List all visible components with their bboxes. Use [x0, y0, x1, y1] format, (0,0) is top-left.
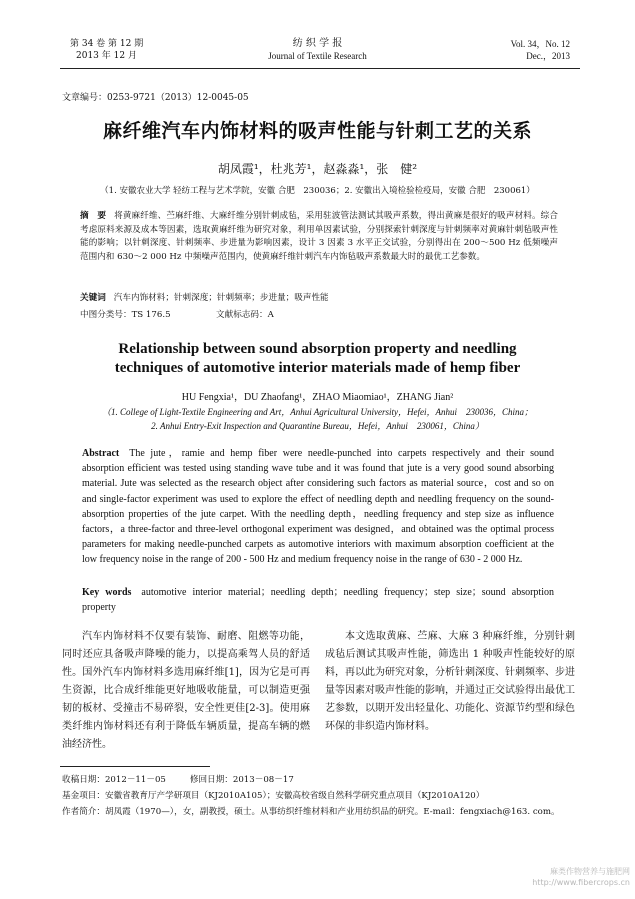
volume-issue: 第 34 卷 第 12 期	[70, 39, 144, 49]
authors-cn: 胡凤霞¹，杜兆芳¹，赵淼淼¹，张 健²	[217, 162, 418, 176]
journal-title-block	[230, 38, 405, 62]
abstract-cn-text: 将黄麻纤维、苎麻纤维、大麻纤维分别针刺成毡，采用驻波管法测试其吸声系数，得出黄麻是很好的吸声材料。综合考虑原料来源及成本等因素，选取黄麻纤维为研究对象，利用单因素试验，分别探索针刺深度与针刺频率对黄麻针刺毡吸声性能的影响；以针刺深度、针刺频率、步进量为影响因素，设计 3 因素 3 水平正交试验，分别得出在 200～500 Hz 低频噪声范围内和 630～2 000 Hz 中频噪声范围内，使黄麻纤维针刺汽车内饰毡吸声系数最大时的最优工艺参数。	[80, 211, 558, 262]
affiliation-en-line1: （1. College of Light-Textile Engineering and Art，Anhui Agricultural University，Hefei，Anhui 230036，China；	[101, 407, 534, 417]
keywords-en	[82, 585, 554, 615]
doc-code-label: 文献标志码：	[216, 310, 268, 320]
keywords-cn-text: 汽车内饰材料；针刺深度；针刺频率；步进量；吸声性能	[113, 293, 329, 303]
abstract-cn	[80, 210, 558, 264]
clc-label: 中图分类号：	[80, 310, 132, 320]
classification	[80, 308, 558, 320]
revised-date: 修回日期：2013－08－17	[189, 775, 294, 785]
body-column-left: 汽车内饰材料不仅要有装饰、耐磨、阻燃等功能，同时还应具备吸声降噪的能力，以提高乘驾人员的舒适性。国外汽车内饰材料多选用麻纤维[1]，因为它是可再生资源，比合成纤维能更好地吸收能量，可以制造更强韧的板材、受撞击不易碎裂，安全性更佳[2-3]。使用麻类纤维内饰材料还有利于降低车辆质量，提高车辆的燃油经济性。	[62, 631, 310, 750]
article-number: 文章编号：0253-9721（2013）12-0045-05	[62, 93, 249, 103]
clc-value: TS 176.5	[131, 310, 171, 320]
watermark-line1: 麻类作物营养与施肥网	[550, 867, 630, 876]
footnote-dates	[62, 772, 582, 788]
issue-date-cn: 2013 年 12 月	[76, 51, 137, 61]
title-cn: 麻纤维汽车内饰材料的吸声性能与针刺工艺的关系	[102, 120, 532, 142]
keywords-en-label: Key words	[82, 587, 132, 598]
body-column-right: 本文选取黄麻、苎麻、大麻 3 种麻纤维，分别针刺成毡后测试其吸声性能，筛选出 1 种吸声性能较好的原料，再以此为研究对象，分析针刺深度、针刺频率、步进量等因素对吸声性能的影响，并通过正交试验得出最优工艺参数，以期开发出轻量化、功能化、资源节约型和绿色环保的非织造内饰材料。	[325, 631, 575, 732]
footnote-rule	[60, 766, 210, 767]
footnotes	[62, 772, 582, 820]
affiliation-en	[40, 405, 595, 433]
journal-name-cn: 纺 织 学 报	[292, 38, 343, 49]
issue-date-en: Dec.，2013	[526, 51, 570, 61]
vol-no-en: Vol. 34，No. 12	[510, 39, 570, 49]
affiliation-en-line2: 2. Anhui Entry-Exit Inspection and Quarantine Bureau，Hefei，Anhui 230061，China）	[151, 421, 484, 431]
keywords-en-text: automotive interior material；needling depth；needling frequency；step size；sound absorption property	[82, 587, 554, 614]
abstract-en-label: Abstract	[82, 448, 120, 459]
site-watermark	[495, 866, 630, 888]
header-rule	[60, 68, 580, 69]
watermark-line2: http://www.fibercrops.cn	[532, 878, 630, 887]
abstract-cn-label: 摘 要	[80, 211, 107, 221]
abstract-en	[82, 446, 554, 568]
affiliation-cn: （1. 安徽农业大学 轻纺工程与艺术学院，安徽 合肥 230036；2. 安徽出入境检验检疫局，安徽 合肥 230061）	[100, 186, 535, 196]
keywords-cn-label: 关键词	[80, 293, 106, 303]
footnote-author: 作者简介：胡凤霞（1970—），女，副教授，硕士。从事纺织纤维材料和产业用纺织品的研究。E-mail：fengxiach@163. com。	[62, 807, 560, 817]
title-en: Relationship between sound absorption property and needling techniques of automotive interior materials made of hemp fiber	[114, 341, 521, 376]
doc-code-value: A	[267, 310, 274, 320]
journal-vol-en	[470, 38, 570, 62]
footnote-fund: 基金项目：安徽省教育厅产学研项目（KJ2010A105）；安徽高校省级自然科学研究重点项目（KJ2010A120）	[62, 791, 485, 801]
received-date: 收稿日期：2012－11－05	[62, 775, 166, 785]
journal-name-en: Journal of Textile Research	[268, 51, 367, 61]
abstract-en-text: The jute，ramie and hemp fiber were needle-punched into carpets respectively and their sound absorption efficient was tested using standing wave tube and it was found that jute is a very good sound absorbing material. Jute was selected as the research object after considering such factors as material source，cost and so on and single-factor experiment was used to explore the effect of needling depth and needling frequency on the sound-absorption properties of the jute carpet. With the needling depth，needling frequency and step size as influence factors，a three-factor and three-level orthogonal experiment was designed，and obtained was the optimal process parameters for making needle-punched carpets as automotive interiors with maximum absorption coefficient at the low frequency noise in the range of 200 - 500 Hz and medium frequency noise in the range of 630 - 2 000 Hz.	[82, 448, 554, 566]
keywords-cn	[80, 291, 558, 303]
journal-volume-info	[70, 38, 210, 62]
authors-en: HU Fengxia¹，DU Zhaofang¹，ZHAO Miaomiao¹，ZHANG Jian²	[181, 392, 454, 403]
